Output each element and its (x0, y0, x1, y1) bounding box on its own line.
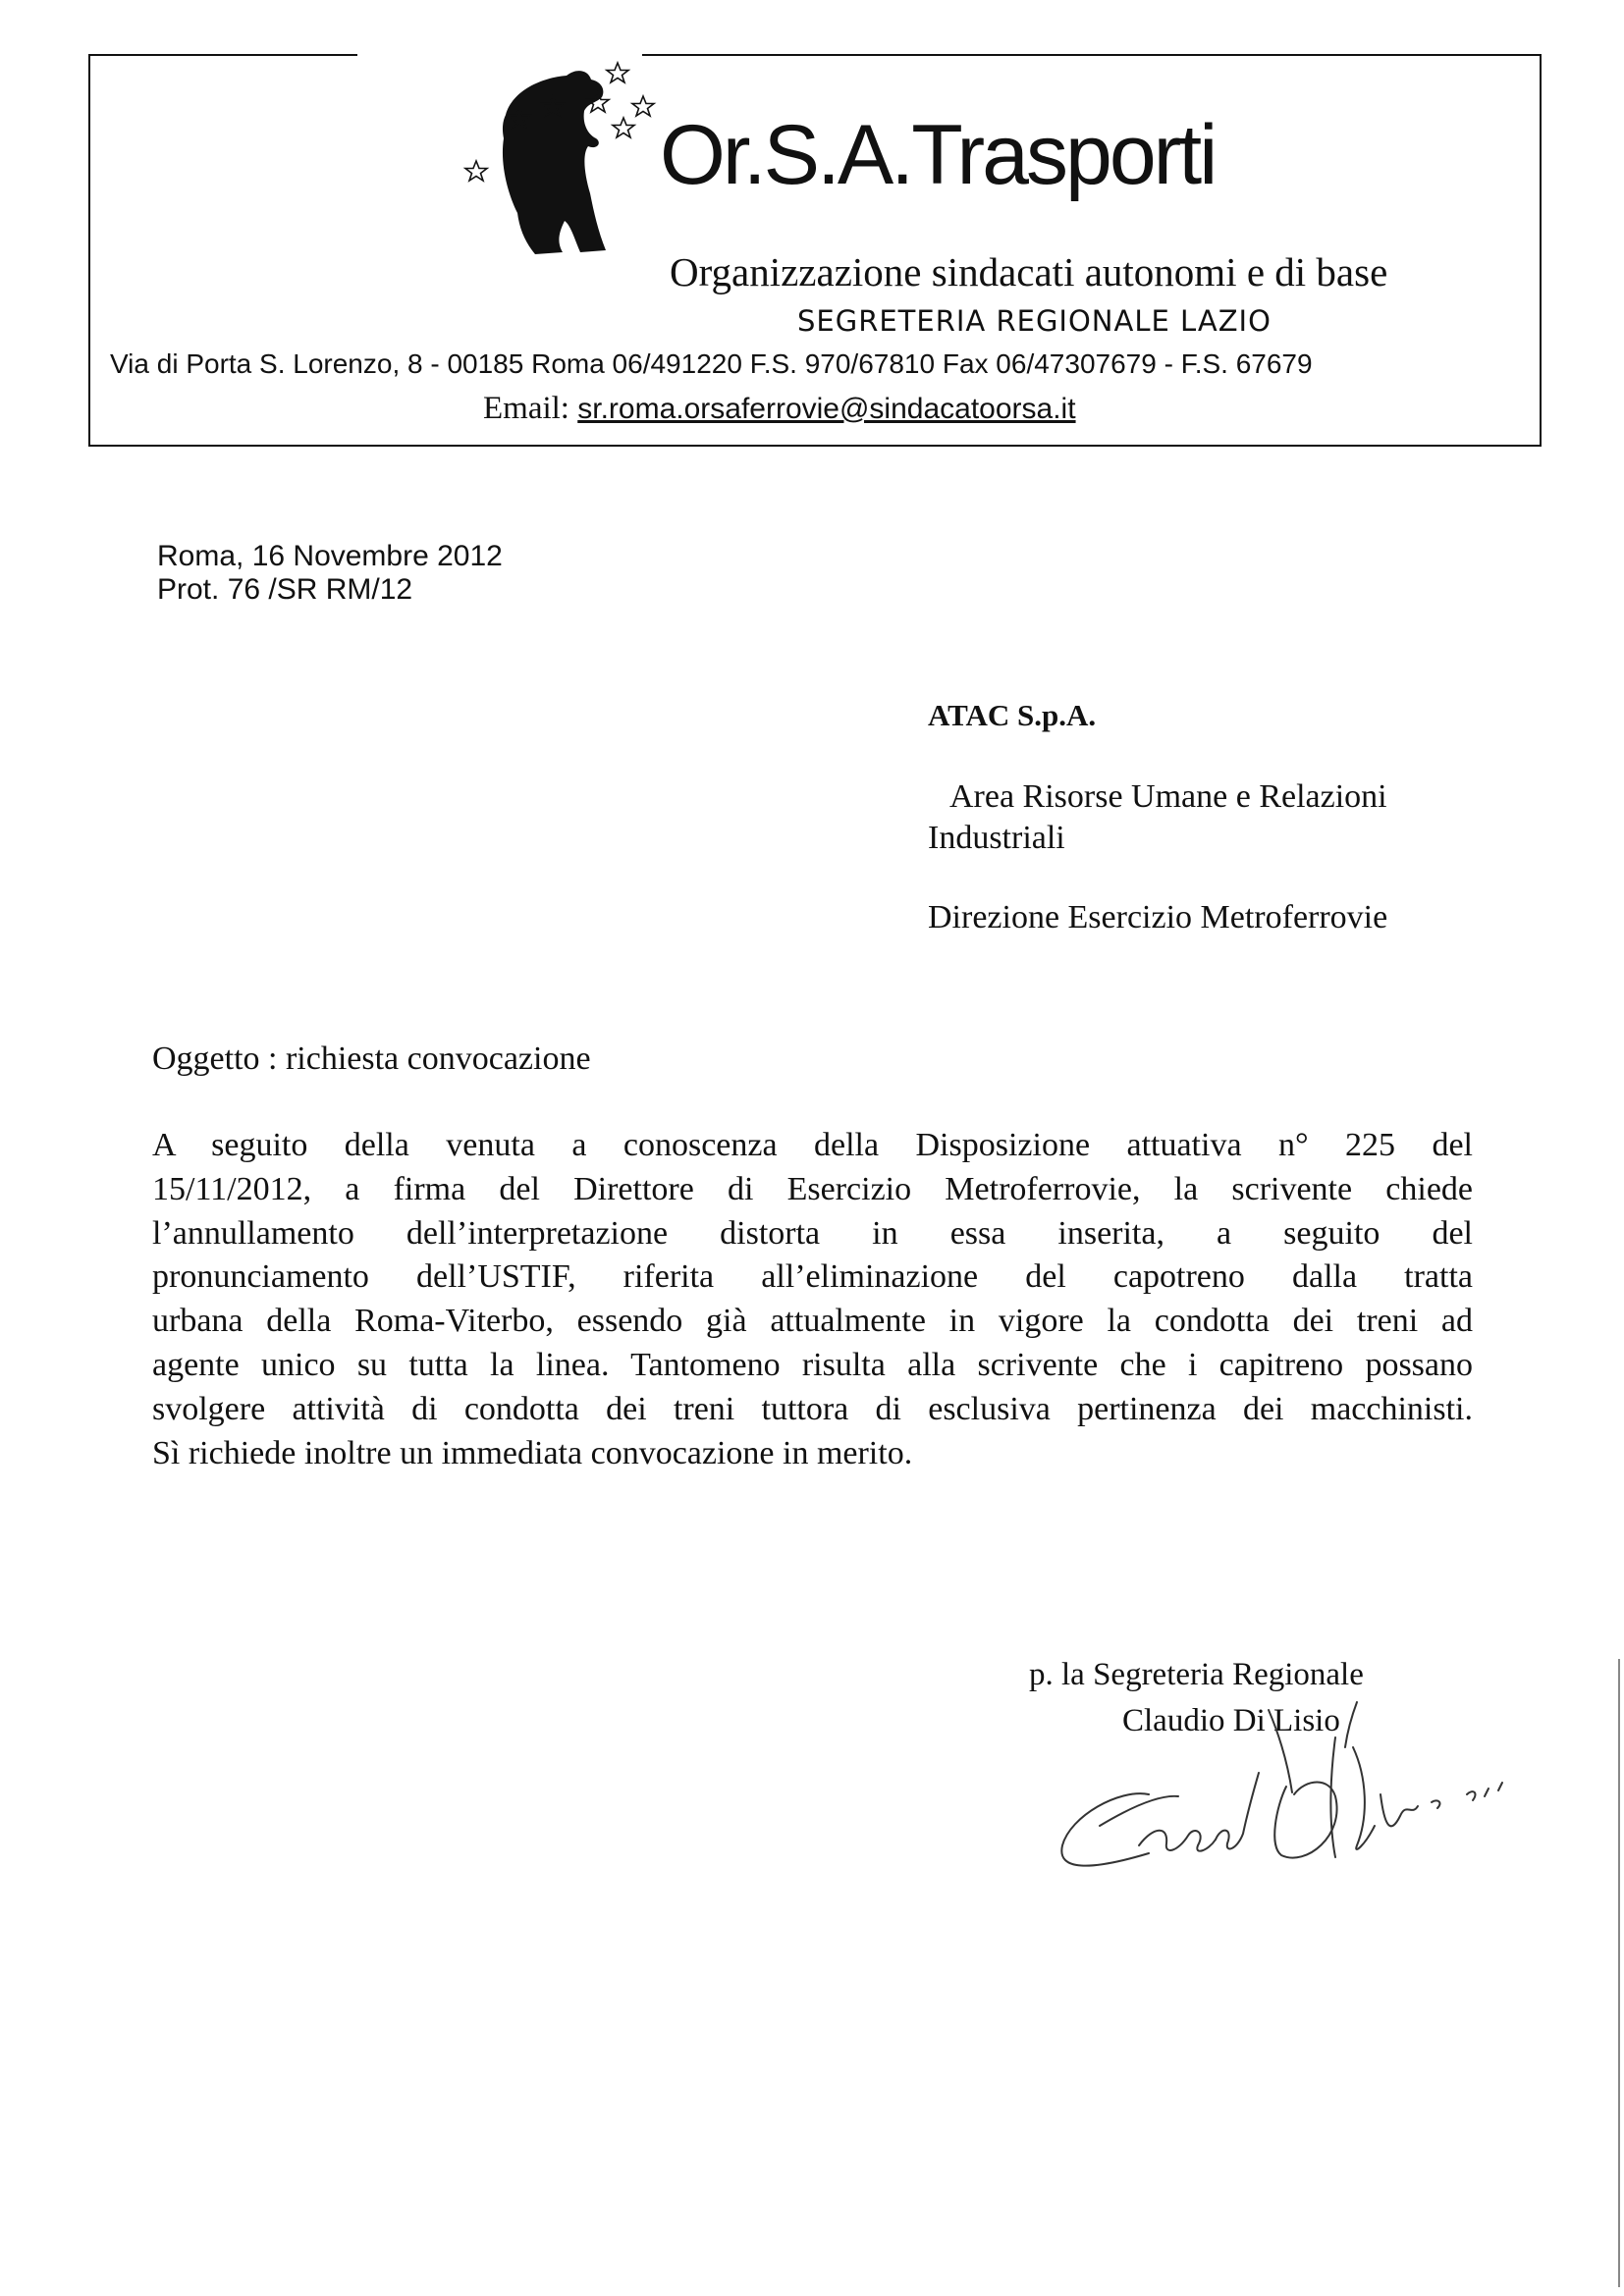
letter-meta (157, 540, 503, 607)
email-label: Email: (483, 391, 578, 426)
contact-email (483, 393, 1076, 425)
organization-subtitle: Organizzazione sindacati autonomi e di base (670, 249, 1388, 294)
letter-date: Roma, 16 Novembre 2012 (157, 540, 503, 572)
recipient-area-line-2: Industriali (928, 820, 1065, 857)
body-line: agente unico su tutta la linea. Tantomeno risulta alla scrivente che i capitreno possano (152, 1346, 1473, 1383)
brand-name: Or.S.A.Trasporti (660, 108, 1216, 202)
letter-body (152, 1124, 1473, 1475)
protocol-number: Prot. 76 /SR RM/12 (157, 573, 413, 606)
body-line: l’annullamento dell’interpretazione distorta in essa inserita, a seguito del (152, 1214, 1473, 1252)
recipient-company: ATAC S.p.A. (928, 698, 1097, 732)
letter-subject: Oggetto : richiesta convocazione (152, 1041, 591, 1077)
handwritten-signature (1041, 1679, 1571, 1904)
signatory-name: Claudio Di Lisio (1122, 1703, 1340, 1738)
contact-address: Via di Porta S. Lorenzo, 8 - 00185 Roma 06/491220 F.S. 970/67810 Fax 06/47307679 - F.S. 67679 (110, 348, 1313, 379)
recipient-direction: Direzione Esercizio Metroferrovie (928, 898, 1388, 935)
on-behalf-of: p. la Segreteria Regionale (1029, 1657, 1364, 1692)
recipient-area-line-1: Area Risorse Umane e Relazioni (949, 777, 1387, 815)
email-link[interactable]: sr.roma.orsaferrovie@sindacatoorsa.it (577, 393, 1076, 425)
body-line: urbana della Roma-Viterbo, essendo già attualmente in vigore la condotta dei treni ad (152, 1303, 1473, 1340)
regional-secretariat: SEGRETERIA REGIONALE LAZIO (797, 304, 1272, 338)
body-line: svolgere attività di condotta dei treni tuttora di esclusiva pertinenza dei macchinisti. (152, 1390, 1473, 1427)
letterhead (88, 54, 1542, 447)
scan-margin-line (1618, 1659, 1620, 2287)
body-line: pronunciamento dell’USTIF, riferita all’eliminazione del capotreno dalla tratta (152, 1258, 1473, 1296)
body-closing-line: Sì richiede inoltre un immediata convocazione in merito. (152, 1434, 913, 1471)
body-line: A seguito della venuta a conoscenza della Disposizione attuativa n° 225 del (152, 1127, 1473, 1163)
recipient-area (928, 776, 1478, 860)
recipient-block (928, 697, 1478, 938)
body-line: 15/11/2012, a firma del Direttore di Esercizio Metroferrovie, la scrivente chiede (152, 1170, 1473, 1207)
